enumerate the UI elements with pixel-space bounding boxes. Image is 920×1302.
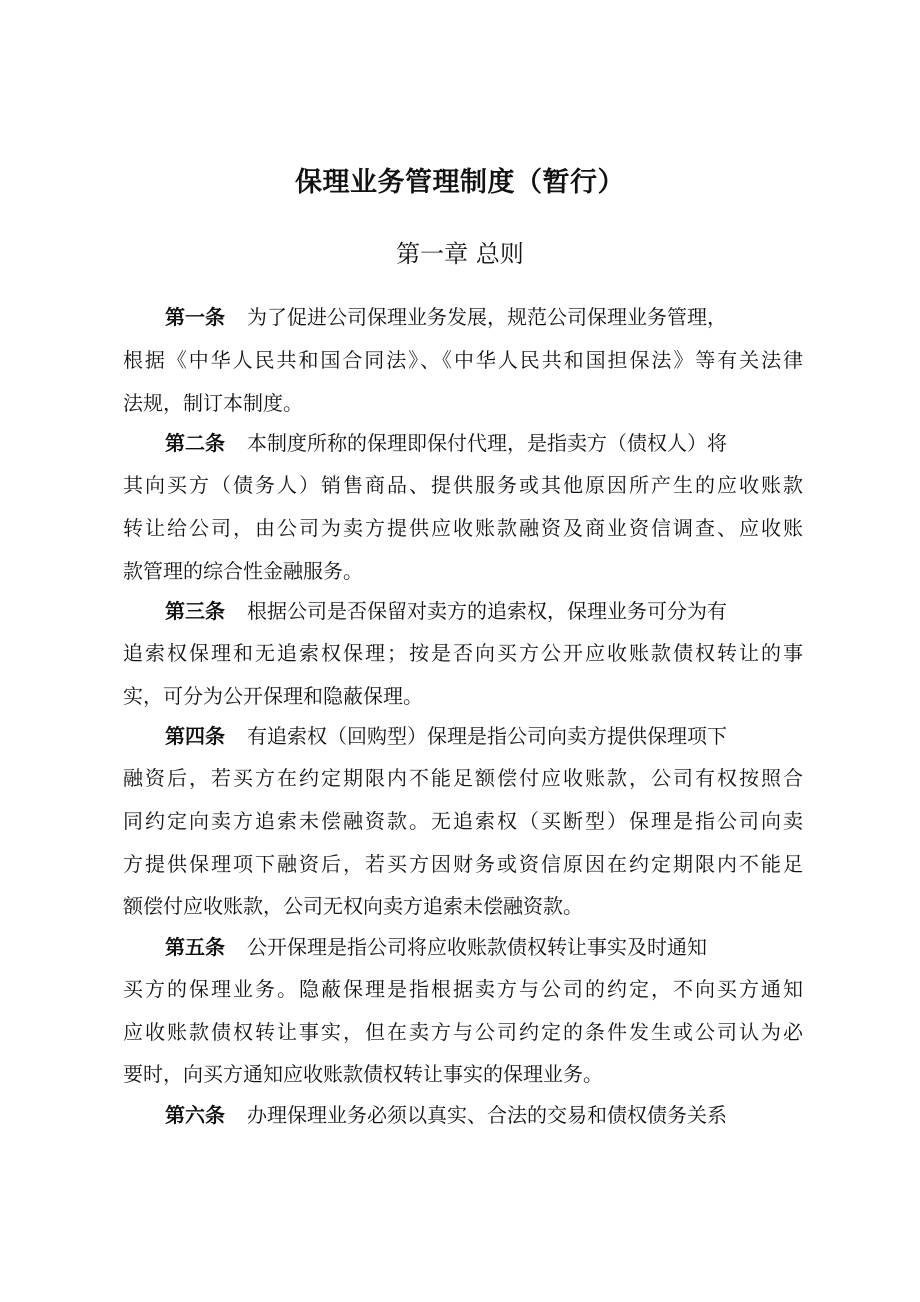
article-4-label: 第四条 [165,724,225,748]
article-4-line-5: 额偿付应收账款，公司无权向卖方追索未偿融资款。 [123,894,583,918]
article-2-line-1 [165,428,775,458]
article-1-text-1: 为了促进公司保理业务发展，规范公司保理业务管理， [247,305,727,329]
article-5-label: 第五条 [165,935,225,959]
article-6-line-1 [165,1100,775,1130]
article-3-line-3: 实，可分为公开保理和隐蔽保理。 [123,684,423,708]
article-4-line-1 [165,721,775,751]
article-2-line-3: 转让给公司，由公司为卖方提供应收账款融资及商业资信调查、应收账 [123,516,803,540]
article-1-line-3: 法规，制订本制度。 [123,391,303,415]
article-4-line-4: 方提供保理项下融资后，若买方因财务或资信原因在约定期限内不能足 [123,852,803,876]
article-5-line-1 [165,932,775,962]
article-2-line-4: 款管理的综合性金融服务。 [123,559,363,583]
article-2-line-2: 其向买方（债务人）销售商品、提供服务或其他原因所产生的应收账款 [123,473,803,497]
article-1-line-1 [165,302,775,332]
article-3-text-1: 根据公司是否保留对卖方的追索权，保理业务可分为有 [247,599,727,623]
article-1-line-2: 根据《中华人民共和国合同法》、《中华人民共和国担保法》等有关法律 [123,348,803,372]
article-5-line-4: 要时，向买方通知应收账款债权转让事实的保理业务。 [123,1062,603,1086]
article-1-label: 第一条 [165,305,225,329]
chapter-heading: 第一章 总则 [396,240,524,268]
article-5-text-1: 公开保理是指公司将应收账款债权转让事实及时通知 [247,935,707,959]
article-3-line-2: 追索权保理和无追索权保理；按是否向买方公开应收账款债权转让的事 [123,641,803,665]
article-3-line-1 [165,596,775,626]
article-3-label: 第三条 [165,599,225,623]
article-2-label: 第二条 [165,431,225,455]
article-6-label: 第六条 [165,1103,225,1127]
article-4-line-2: 融资后，若买方在约定期限内不能足额偿付应收账款，公司有权按照合 [123,766,803,790]
article-6-text-1: 办理保理业务必须以真实、合法的交易和债权债务关系 [247,1103,727,1127]
document-title: 保理业务管理制度（暂行） [295,167,625,198]
article-4-line-3: 同约定向卖方追索未偿融资款。无追索权（买断型）保理是指公司向卖 [123,809,803,833]
article-2-text-1: 本制度所称的保理即保付代理，是指卖方（债权人）将 [247,431,727,455]
article-4-text-1: 有追索权（回购型）保理是指公司向卖方提供保理项下 [247,724,727,748]
article-5-line-2: 买方的保理业务。隐蔽保理是指根据卖方与公司的约定，不向买方通知 [123,977,803,1001]
article-5-line-3: 应收账款债权转让事实，但在卖方与公司约定的条件发生或公司认为必 [123,1020,803,1044]
